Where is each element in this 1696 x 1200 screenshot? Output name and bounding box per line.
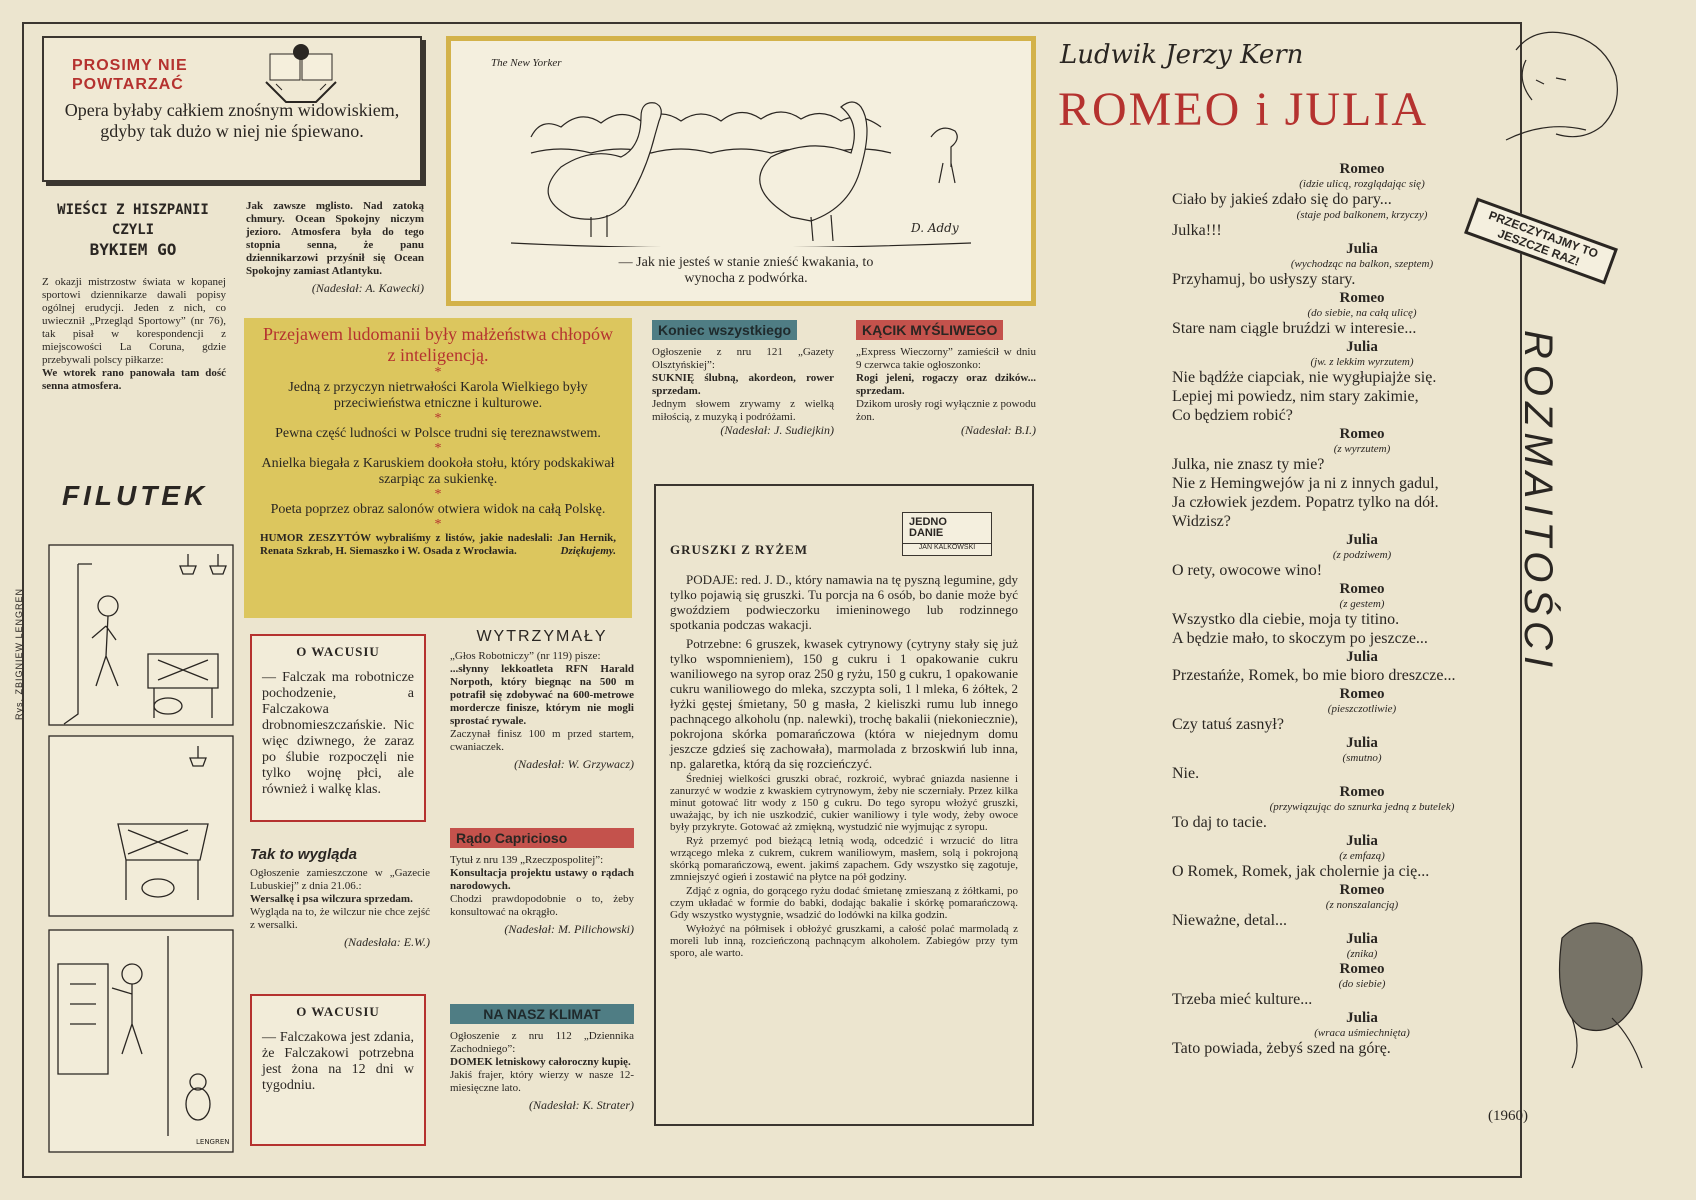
new-yorker-caption: — Jak nie jesteś w stanie znieść kwakania, to wynocha z podwórka. xyxy=(618,255,874,286)
wacusiu-title-2: O WACUSIU xyxy=(296,1004,380,1019)
wacusiu-box-1 xyxy=(250,634,426,822)
dialogue-text: Nieważne, detal... xyxy=(1172,912,1288,929)
wiesci-body-text: Z okazji mistrzostw świata w kopanej sportowi dziennikarze dawali popisy ogólnej erudycji. Jeden z nich, co uwiecznił „Przegląd Sportowy” (nr 76), tak pisał w korespondencji z miejscowości La Coruna, gdzie przebywali polscy piłkarze: xyxy=(42,276,226,366)
dialogue-line xyxy=(1172,783,1552,832)
stage-direction: (przywiązując do sznurka jedną z butelek) xyxy=(1269,801,1455,813)
kacik-bold: Rogi jeleni, rogaczy oraz dzików... sprzedam. xyxy=(856,372,1036,397)
dialogue-text: O rety, owocowe wino! xyxy=(1172,562,1323,579)
stage-direction: (znika) xyxy=(1346,948,1378,960)
tak-to-intro: Ogłoszenie zamieszczone w „Gazecie Lubuskiej” z dnia 21.06.: xyxy=(250,867,430,892)
stage-direction: (jw. z lekkim wyrzutem) xyxy=(1310,356,1414,368)
dialogue-line xyxy=(1172,209,1552,240)
kacik-section xyxy=(856,320,1036,437)
koniec-header: Koniec wszystkiego xyxy=(652,320,797,340)
badge-author: JAN KALKOWSKI xyxy=(903,543,991,551)
filutek-comic xyxy=(48,544,234,1154)
wytrzymaly-section xyxy=(450,628,634,771)
speaker-name: Romeo xyxy=(1339,581,1385,597)
dialogue-line xyxy=(1172,648,1552,685)
gruszki-p6: Wyłożyć na półmisek i obłożyć gruszkami, a całość polać marmoladą z moreli lub inną, rozcieńczoną pachnącym alkoholem. Zabiegów przy tym sporo, ale warto. xyxy=(670,923,1018,959)
filutek-logo: FILUTEK xyxy=(62,480,209,511)
wiesci-title-2: CZYLI xyxy=(111,222,155,238)
stage-direction: (z podziwem) xyxy=(1332,549,1392,561)
wytrzymaly-intro: „Głos Robotniczy” (nr 119) pisze: xyxy=(450,650,601,662)
dialogue-text: Ciało by jakieś zdało się do pary... xyxy=(1172,191,1392,208)
wytrzymaly-credit: (Nadesłał: W. Grzywacz) xyxy=(514,757,634,771)
ludomania-p4: Poeta poprzez obraz salonów otwiera widok na całą Polskę. xyxy=(270,502,606,517)
dialogue-line xyxy=(1172,531,1552,580)
gruszki-title: GRUSZKI Z RYŻEM xyxy=(670,542,809,557)
dialogue-text: Trzeba mieć kulture... xyxy=(1172,991,1313,1008)
portrait-top-right xyxy=(1496,20,1656,150)
nasz-klimat-text: Jakiś frajer, który wierzy w nasze 12-miesięczne lato. xyxy=(450,1069,634,1094)
ludomania-footer-text: HUMOR ZESZYTÓW wybraliśmy z listów, jakie nadesłali: Jan Hernik, Renata Szkrab, H. Siemaszko i W. Osada z Wrocławia. xyxy=(260,532,616,557)
nasz-klimat-section xyxy=(450,1004,634,1112)
stage-direction: (staje pod balkonem, krzyczy) xyxy=(1296,209,1428,221)
romeo-title: ROMEO i JULIA xyxy=(1058,83,1428,136)
badge-line-1: JEDNO xyxy=(909,516,947,528)
wytrzymaly-bold: ...słynny lekkoatleta RFN Harald Norpoth, który biegnąc na 500 m potrafił się zdobywać na 600-metrowe mordercze finisze, którym nie mogli sprostać rywale. xyxy=(450,663,634,727)
speaker-name: Julia xyxy=(1346,735,1378,751)
nasz-klimat-credit: (Nadesłał: K. Strater) xyxy=(529,1098,634,1112)
stage-direction: (smutno) xyxy=(1342,752,1382,764)
tak-to-body xyxy=(250,867,430,949)
wiesci-body xyxy=(42,276,226,393)
dialogue-text: Lepiej mi powiedz, nim stary zakimie, xyxy=(1172,388,1419,405)
capricioso-body xyxy=(450,854,634,936)
dialogue-line xyxy=(1172,930,1552,960)
gruszki-panel xyxy=(654,484,1034,1126)
stage-direction: (idzie ulicą, rozglądając się) xyxy=(1299,178,1425,190)
speaker-name: Julia xyxy=(1346,931,1378,947)
capricioso-text: Chodzi prawdopodobnie o to, żeby konsultować na okrągło. xyxy=(450,893,634,918)
stage-direction: (z wyrzutem) xyxy=(1333,443,1391,455)
speaker-name: Julia xyxy=(1346,1010,1378,1026)
star-4: * xyxy=(434,487,442,502)
dialogue-line xyxy=(1172,240,1552,289)
stage-direction: (wraca uśmiechnięta) xyxy=(1314,1027,1410,1039)
dialogue-line xyxy=(1172,685,1552,734)
wiesci-credit: (Nadesłał: A. Kawecki) xyxy=(311,281,424,295)
dialogue-line xyxy=(1172,734,1552,783)
kacik-body xyxy=(856,346,1036,437)
kacik-credit: (Nadesłał: B.I.) xyxy=(961,423,1036,437)
wytrzymaly-title: WYTRZYMAŁY xyxy=(476,628,608,645)
nasz-klimat-body xyxy=(450,1030,634,1112)
koniec-body xyxy=(652,346,834,437)
przeczytajmy-stamp: PRZECZYTAJMY TO JESZCZE RAZ! xyxy=(1464,197,1618,284)
wytrzymaly-body xyxy=(450,650,634,771)
dialogue-line xyxy=(1172,1009,1552,1058)
ludomania-panel xyxy=(244,318,632,618)
romeo-year: (1960) xyxy=(1488,1108,1528,1124)
jedno-danie-badge xyxy=(902,512,992,556)
stage-direction: (wychodząc na balkon, szeptem) xyxy=(1290,258,1434,270)
new-yorker-panel xyxy=(446,36,1036,306)
star-2: * xyxy=(434,411,442,426)
ludomania-title: Przejawem ludomanii były małżeństwa chłopów z inteligencją. xyxy=(263,324,613,365)
wacusiu-text-1: — Falczak ma robotnicze pochodzenie, a Falczakowa drobnomieszczańskie. Nic więc dziwnego, że zaraz po ślubie rozpoczęli nie tylko wojnę płci, ale również i walkę klas. xyxy=(262,670,414,797)
dialogue-text: Ja człowiek jezdem. Popatrz tylko na dół. xyxy=(1172,494,1439,511)
gruszki-p5: Zdjąć z ognia, do gorącego ryżu dodać śmietanę zmieszaną z żółtkami, po czym układać w formie do babki, dodając bakalie i skórkę pomarańczową. Gdy wszystko wystygnie, wsadzić do lodówki na kilka godzin. xyxy=(670,885,1018,921)
wacusiu-title-1: O WACUSIU xyxy=(296,644,380,659)
dialogue-text: Przestańże, Romek, bo mie bioro dreszcze... xyxy=(1172,667,1456,684)
ludomania-p3: Anielka biegała z Karuskiem dookoła stołu, który podskakiwał szarpiąc za sukienkę. xyxy=(261,456,615,487)
koniec-bold: SUKNIĘ ślubną, akordeon, rower sprzedam. xyxy=(652,372,834,397)
svg-text:D. Addy: D. Addy xyxy=(911,221,959,235)
star-3: * xyxy=(434,441,442,456)
dialogue-text: Widzisz? xyxy=(1172,513,1231,530)
dialogue-text: Czy tatuś zasnył? xyxy=(1172,716,1284,733)
speaker-name: Romeo xyxy=(1339,161,1385,177)
prosimy-title-line1: PROSIMY NIE xyxy=(72,57,188,74)
speaker-name: Romeo xyxy=(1339,426,1385,442)
speaker-name: Julia xyxy=(1346,339,1378,355)
wiesci-col2-text: Jak zawsze mglisto. Nad zatoką chmury. Ocean Spokojny niczym jezioro. Atmosfera była do tego stopnia senna, że panu dziennikarzowi przyśnił się Ocean Spokojny zamiast Atlantyku. xyxy=(246,200,424,277)
dialogue-text: Tato powiada, żebyś szed na górę. xyxy=(1172,1040,1391,1057)
dialogue-text: Co będziem robić? xyxy=(1172,407,1293,424)
ludomania-thanks: Dziękujemy. xyxy=(560,545,616,557)
dialogue-line xyxy=(1172,338,1552,425)
speaker-name: Julia xyxy=(1346,532,1378,548)
dialogue-line xyxy=(1172,832,1552,881)
dialogue-text: Julka!!! xyxy=(1172,222,1222,239)
stage-direction: (z gestem) xyxy=(1339,598,1385,610)
filutek-artist: Rys. ZBIGNIEW LENGREN xyxy=(14,587,24,720)
speaker-name: Romeo xyxy=(1339,961,1385,977)
prosimy-title xyxy=(72,56,188,94)
wiesci-title-3: BYKIEM GO xyxy=(89,240,177,259)
ducks-cartoon xyxy=(491,67,991,247)
rozmaitosci-side-title: ROZMAITOŚCI xyxy=(1516,330,1560,674)
speaker-name: Romeo xyxy=(1339,290,1385,306)
dialogue-text: To daj to tacie. xyxy=(1172,814,1267,831)
dialogue-text: Nie. xyxy=(1172,765,1200,782)
dialogue-text: O Romek, Romek, jak cholernie ja cię... xyxy=(1172,863,1430,880)
capricioso-credit: (Nadesłał: M. Pilichowski) xyxy=(504,922,634,936)
gruszki-p2: Potrzebne: 6 gruszek, kwasek cytrynowy (cytryny stały się już tylko wspomnieniem), 150 g cukru i 1 opakowanie cukru waniliowego na syrop oraz 250 g ryżu, 150 g cukru, 1 opakowanie cukru waniliowego do mleka, szczypta soli, 1 l mleka, 6 żółtek, 2 łyżki gęstej śmietany, 50 g masła, 2 kieliszki rumu lub innego pachnącego alkoholu (np. nalewki), trochę bakalii (niekoniecznie), pokrojona skórka pomarańczowa (która w niejednym domu jeszcze gdzieś się zachowała), marmolada z brzoskwiń lub inna, np. galaretka, którą da się rozcieńczyć. xyxy=(670,636,1018,771)
dialogue-text: Przyhamuj, bo usłyszy stary. xyxy=(1172,271,1356,288)
dialogue-line xyxy=(1172,580,1552,648)
speaker-name: Julia xyxy=(1346,833,1378,849)
ludomania-p2: Pewna część ludności w Polsce trudni się tereznawstwem. xyxy=(275,426,601,441)
gruszki-p4: Ryż przemyć pod bieżącą letnią wodą, odcedzić i wrzucić do litra wrzącego mleka z cukrem, cukrem waniliowym, masłem, solą i pokrojoną skórką pomarańczową, ewent. jakimś zapachem. Gdy wszystko się zagotuje, zmniejszyć ogień i zostawić na płytce na pół godziny. xyxy=(670,835,1018,883)
kacik-text: Dzikom urosły rogi wyłącznie z powodu żon. xyxy=(856,398,1036,423)
koniec-text: Jednym słowem zrywamy z wielką miłością, z muzyką i podróżami. xyxy=(652,398,834,423)
wacusiu-text-2: — Falczakowa jest zdania, że Falczakowi potrzebna jest żona na 12 dni w tygodniu. xyxy=(262,1030,414,1093)
dialogue-line xyxy=(1172,160,1552,209)
wiesci-title xyxy=(42,200,224,261)
dialogue-line xyxy=(1172,881,1552,930)
koniec-intro: Ogłoszenie z nru 121 „Gazety Olsztyńskiej”: xyxy=(652,346,834,371)
dialogue-text: A będzie mało, to skoczym po jeszcze... xyxy=(1172,630,1428,647)
romeo-dialogue xyxy=(1172,160,1552,1058)
capricioso-section xyxy=(450,828,634,936)
star-1: * xyxy=(434,365,442,380)
stage-direction: (do siebie) xyxy=(1338,978,1386,990)
dialogue-line xyxy=(1172,289,1552,338)
wacusiu-box-2 xyxy=(250,994,426,1146)
stage-direction: (z emfazą) xyxy=(1339,850,1385,862)
filutek-signature: LENGREN xyxy=(196,1138,230,1146)
tak-to-credit: (Nadesłała: E.W.) xyxy=(344,935,430,949)
wytrzymaly-text: Zaczynał finisz 100 m przed startem, cwaniaczek. xyxy=(450,728,634,753)
dialogue-text: Wszystko dla ciebie, moja ty titino. xyxy=(1172,611,1400,628)
speaker-name: Romeo xyxy=(1339,686,1385,702)
dialogue-text: Stare nam ciągle bruździ w interesie... xyxy=(1172,320,1417,337)
tak-to-text: Wygląda na to, że wilczur nie chce zejść z wersalki. xyxy=(250,906,430,931)
kacik-header: KĄCIK MYŚLIWEGO xyxy=(856,320,1003,340)
tak-to-bold: Wersalkę i psa wilczura sprzedam. xyxy=(250,893,413,905)
capricioso-intro: Tytuł z nru 139 „Rzeczpospolitej”: xyxy=(450,854,604,866)
wiesci-col2 xyxy=(246,200,424,295)
stage-direction: (z nonszalancją) xyxy=(1325,899,1399,911)
nasz-klimat-intro: Ogłoszenie z nru 112 „Dziennika Zachodniego”: xyxy=(450,1030,634,1055)
speaker-name: Romeo xyxy=(1339,784,1385,800)
tak-to-section xyxy=(250,846,430,949)
dialogue-text: Nie bądźże ciapciak, nie wygłupiajże się. xyxy=(1172,369,1437,386)
ludomania-p1: Jedną z przyczyn nietrwałości Karola Wielkiego były przeciwieństwa etniczne i kulturowe. xyxy=(288,380,588,411)
wiesci-bold-text: We wtorek rano panowała tam dość senna atmosfera. xyxy=(42,367,226,392)
dialogue-line xyxy=(1172,960,1552,1009)
dialogue-line xyxy=(1172,425,1552,531)
romeo-author: Ludwik Jerzy Kern xyxy=(1060,40,1304,70)
badge-title xyxy=(903,513,991,539)
ludomania-footer xyxy=(260,532,616,558)
kacik-intro: „Express Wieczorny” zamieścił w dniu 9 czerwca takie ogłoszonko: xyxy=(856,346,1036,371)
stage-direction: (pieszczotliwie) xyxy=(1327,703,1397,715)
new-yorker-label: The New Yorker xyxy=(491,57,562,69)
gruszki-p3: Średniej wielkości gruszki obrać, rozkroić, wybrać gniazda nasienne i zanurzyć w wodzie z kwaskiem cytrynowym, żeby nie sczerniały. Przez kilka minut gotować litr wody z 150 g cukru. Do tego syropu włożyć gruszki, uważając, by ich nie uszkodzić, cukier waniliowy i tyle wody, żeby owoce były przykryte. Gotować aż zmiękną, wystudzić nie wyjmując z syropu. xyxy=(670,773,1018,833)
badge-line-2: DANIE xyxy=(909,527,944,539)
stage-direction: (do siebie, na całą ulicę) xyxy=(1307,307,1417,319)
nasz-klimat-bold: DOMEK letniskowy całoroczny kupię. xyxy=(450,1056,631,1068)
speaker-name: Romeo xyxy=(1339,882,1385,898)
capricioso-header: Rądo Capricioso xyxy=(450,828,634,848)
prosimy-title-line2: POWTARZAĆ xyxy=(72,76,184,93)
reader-illustration xyxy=(256,42,356,104)
dialogue-text: Nie z Hemingwejów ja ni z innych gadul, xyxy=(1172,475,1439,492)
gruszki-p1: PODAJE: red. J. D., który namawia na tę pyszną legumine, gdy tylko pojawią się gruszki. Tu porcja na 6 osób, bo danie może być gwoździem podwieczorku imieninowego lub rodzinnego spotkania podczas wakacji. xyxy=(670,572,1018,632)
nasz-klimat-header: NA NASZ KLIMAT xyxy=(450,1004,634,1024)
star-5: * xyxy=(434,517,442,532)
speaker-name: Julia xyxy=(1346,241,1378,257)
capricioso-bold: Konsultacja projektu ustawy o rądach narodowych. xyxy=(450,867,634,892)
koniec-credit: (Nadesłał: J. Sudiejkin) xyxy=(720,423,834,437)
wiesci-title-1: WIEŚCI Z HISZPANII xyxy=(57,202,209,218)
prosimy-text: Opera byłaby całkiem znośnym widowiskiem, gdyby tak dużo w niej nie śpiewano. xyxy=(64,100,400,141)
koniec-section xyxy=(652,320,834,437)
speaker-name: Julia xyxy=(1346,649,1378,665)
dialogue-text: Julka, nie znasz ty mie? xyxy=(1172,456,1325,473)
tak-to-title: Tak to wygląda xyxy=(250,846,357,863)
prosimy-box xyxy=(42,36,422,182)
